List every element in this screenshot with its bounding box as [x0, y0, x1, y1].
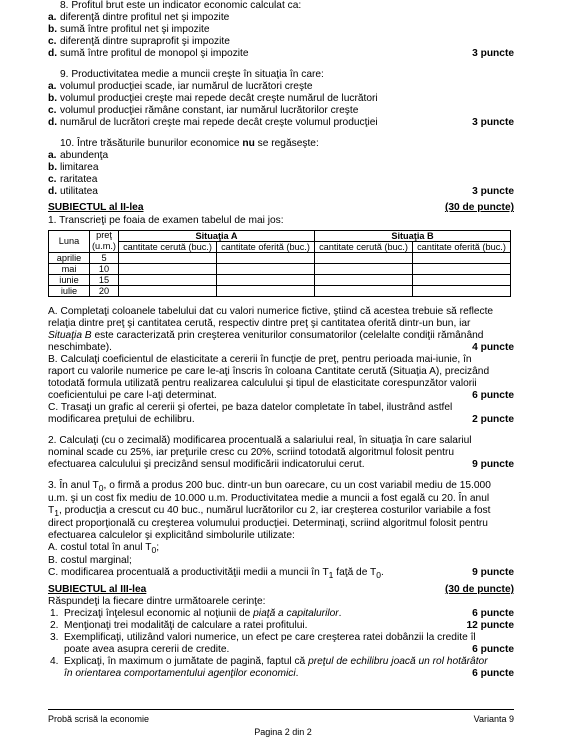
- page-number: Pagina 2 din 2: [254, 727, 312, 737]
- th-situatia-a: Situaţia A: [119, 230, 315, 241]
- s3-item-1: 1. Precizaţi înţelesul economic al noţiunii de piaţă a capitalurilor. 6 puncte: [50, 608, 514, 620]
- s2-q2: 2. Calculaţi (cu o zecimală) modificarea procentuală a salariului real, în situaţia în care salariul nominal scade cu 25%, iar preţurile cresc cu 20%, scriind totodată algoritmul folosit pentru efectuarea calculului şi precizând sensul modificării indicatorului cerut. 9 puncte: [48, 434, 514, 470]
- s3-intro: Răspundeţi la fiecare dintre următoarele cerinţe:: [48, 596, 266, 608]
- s2-part-c: C. Trasaţi un grafic al cererii şi ofertei, pe baza datelor completate în tabel, ilustrând astfel modificarea preţului de echilibru. 2 puncte: [48, 401, 514, 425]
- q10-option-d: d. utilitatea 3 puncte: [48, 186, 514, 198]
- q8-stem: 8. Profitul brut este un indicator economic calculat ca:: [60, 0, 302, 11]
- table-row: mai 10: [49, 263, 511, 274]
- section-2-heading: SUBIECTUL al II-lea (30 de puncte): [48, 202, 514, 214]
- th-um: (u.m.): [90, 241, 119, 252]
- th-b-cerere: cantitate cerută (buc.): [315, 241, 413, 252]
- th-luna: Luna: [49, 230, 90, 252]
- s2-q3: 3. În anul $T_0$, o firmă a produs 200 buc. dintr-un bun oarecare, cu un cost variabil mediu de 15.000 u.m. şi un cost fix mediu de 10.000 u.m. Productivitatea medie a muncii a fost egală cu 20. În anul $T_1$, producţia a crescut cu 40 buc., numărul lucrătorilor cu 2, iar creşterea costurilor variabile a fost direct proporţională cu creşterea volumului producţiei. Determinaţi, scriind algoritmul folosit pentru efectuarea calculelor şi explicitând simbolurile utilizate: A. costul total în anul $T_0$; B. costul marginal; C. modificarea procentuală a productivităţii medii a muncii în $T_1$ faţă de $T_0$. 9 puncte: [48, 479, 514, 581]
- s2-part-b: B. Calculaţi coeficientul de elasticitate a cererii în funcţie de preţ, pentru perioada mai-iunie, în raport cu valorile numerice pe care le-aţi înscris în coloana Cantitate cerută (Situaţia A), precizând totodată formula utilizată pentru realizarea calculului şi tipul de elasticitate corespunzător valorii coeficientului pe care l-aţi determinat. 6 puncte: [48, 353, 514, 401]
- table-row: aprilie 5: [49, 252, 511, 263]
- exam-page: [48, 0, 514, 681]
- footer-right: Varianta 9: [473, 714, 514, 724]
- section-3-heading: SUBIECTUL al III-lea (30 de puncte): [48, 584, 514, 596]
- q9-option-d: d. numărul de lucrători creşte mai repede decât creşte volumul producţiei 3 puncte: [48, 117, 514, 129]
- th-pret: preţ: [90, 230, 119, 241]
- q9-option-c: c. volumul producţiei rămâne constant, iar numărul lucrătorilor creşte: [48, 105, 359, 117]
- th-a-oferta: cantitate oferită (buc.): [217, 241, 315, 252]
- s3-item-4: 4. Explicaţi, în maximum o jumătate de pagină, faptul că preţul de echilibru joacă un rol hotărâtor în orientarea comportamentului agenţilor economici. 6 puncte: [50, 656, 514, 680]
- q8-option-b: b. sumă între profitul net şi impozite: [48, 24, 210, 36]
- footer: [48, 714, 514, 725]
- q8-option-d: d. sumă între profitul de monopol şi impozite 3 puncte: [48, 48, 514, 60]
- q9-option-a: a. volumul producţiei scade, iar numărul de lucrători creşte: [48, 81, 313, 93]
- q8-points: 3 puncte: [472, 48, 514, 60]
- q10-option-c: c. raritatea: [48, 174, 98, 186]
- s3-item-3: 3. Exemplificaţi, utilizând valori numerice, un efect pe care creşterea ratei dobânzii la credite îl poate avea asupra cererii de credite. 6 puncte: [50, 632, 514, 656]
- q10-points: 3 puncte: [472, 186, 514, 198]
- th-a-cerere: cantitate cerută (buc.): [119, 241, 217, 252]
- footer-divider: [48, 709, 514, 710]
- s2-q1: 1. Transcrieţi pe foaia de examen tabelul de mai jos:: [48, 214, 284, 226]
- q9-stem: 9. Productivitatea medie a muncii creşte în situaţia în care:: [60, 69, 324, 81]
- q10-option-b: b. limitarea: [48, 162, 99, 174]
- s3-item-2: 2. Menţionaţi trei modalităţi de calculare a ratei profitului. 12 puncte: [50, 620, 514, 632]
- q10-stem: 10. Între trăsăturile bunurilor economice nu se regăseşte:: [60, 138, 319, 150]
- q9-points: 3 puncte: [472, 117, 514, 129]
- q10-option-a: a. abundenţa: [48, 150, 109, 162]
- th-situatia-b: Situaţia B: [315, 230, 511, 241]
- q9-option-b: b. volumul producţiei creşte mai repede decât creşte numărul de lucrători: [48, 93, 378, 105]
- q8-option-a: a. diferenţă dintre profitul net şi impozite: [48, 12, 230, 24]
- q8-option-c: c. diferenţă dintre supraprofit şi impozite: [48, 36, 230, 48]
- footer-left: Probă scrisă la economie: [48, 714, 150, 724]
- th-b-oferta: cantitate oferită (buc.): [413, 241, 511, 252]
- table-row: iulie 20: [49, 285, 511, 296]
- table-row: iunie 15: [49, 274, 511, 285]
- price-quantity-table: [48, 230, 511, 297]
- s2-part-a: A. Completaţi coloanele tabelului dat cu valori numerice fictive, ştiind că acestea trebuie să reflecte relaţia dintre preţ şi cantitatea cerută, respectiv dintre preţ şi cantitatea oferită dintr-un bun, iar Situaţia B este caracterizată prin creşterea veniturilor consumatorilor (celelalte condiţii rămânând neschimbate). 4 puncte: [48, 305, 514, 353]
